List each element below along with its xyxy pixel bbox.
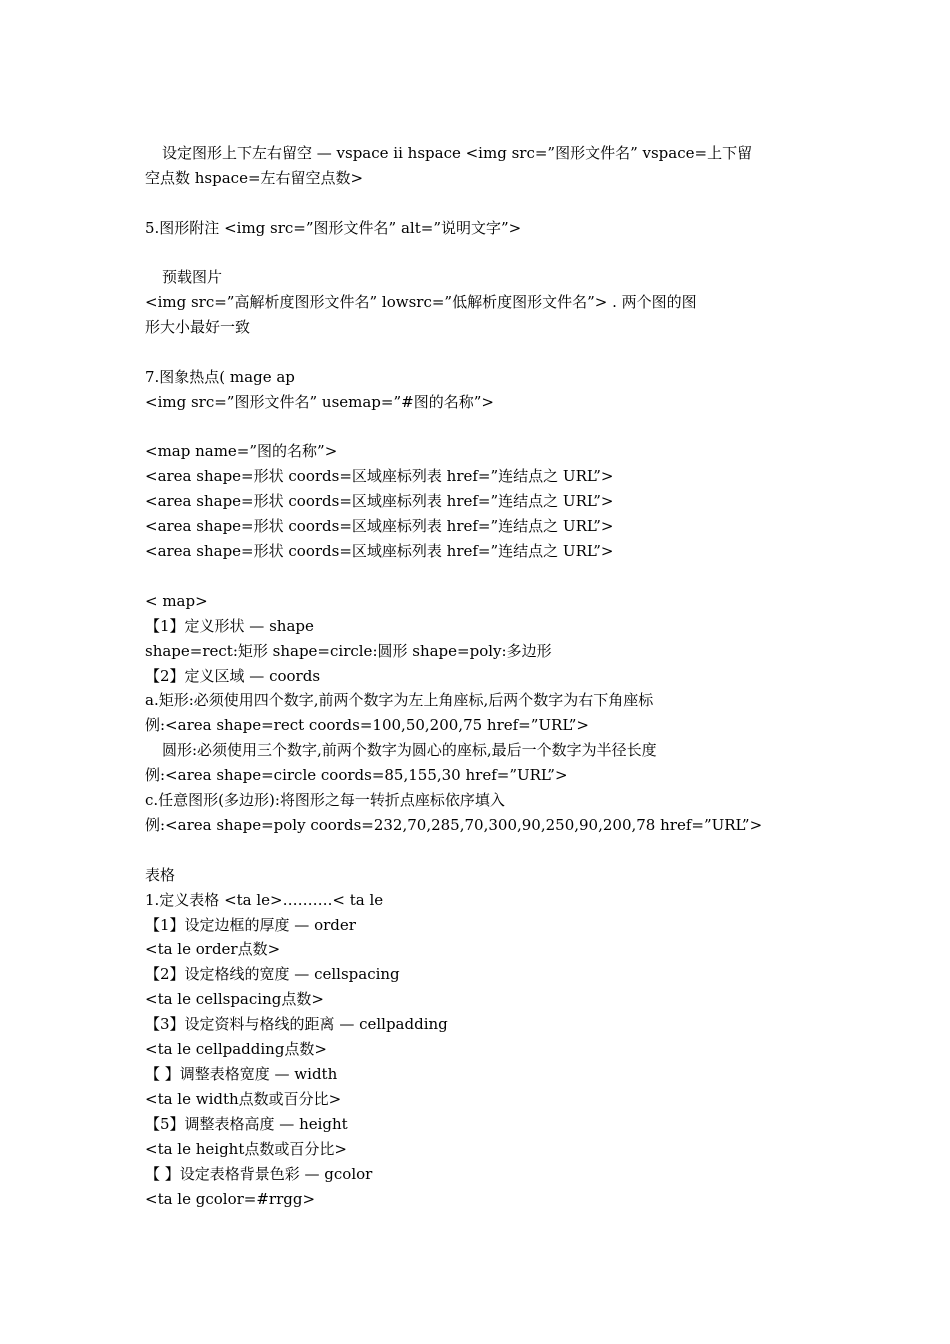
text-line: c.任意图形(多边形):将图形之每一转折点座标依序填入: [145, 791, 505, 809]
text-line: <area shape=形状 coords=区域座标列表 href=”连结点之 URL”>: [145, 492, 614, 510]
text-line: 形大小最好一致: [145, 318, 251, 336]
text-line: 【2】定义区域 — coords: [145, 667, 321, 685]
text-line: a.矩形:必须使用四个数字,前两个数字为左上角座标,后两个数字为右下角座标: [145, 691, 654, 709]
text-line: <ta le width点数或百分比>: [145, 1090, 342, 1108]
text-line: 5.图形附注 <img src=”图形文件名” alt=”说明文字”>: [145, 219, 522, 237]
text-line: 【1】定义形状 — shape: [145, 617, 314, 635]
text-line: <ta le cellspacing点数>: [145, 990, 324, 1008]
text-line: 【 】设定表格背景色彩 — gcolor: [145, 1165, 373, 1183]
text-line: 例:<area shape=circle coords=85,155,30 href=”URL”>: [145, 766, 568, 784]
text-line: 空点数 hspace=左右留空点数>: [145, 169, 364, 187]
text-line: 设定图形上下左右留空 — vspace ii hspace <img src=”图形文件名” vspace=上下留: [162, 144, 753, 162]
text-line: 例:<area shape=poly coords=232,70,285,70,300,90,250,90,200,78 href=”URL”>: [145, 816, 763, 834]
text-line: 【1】设定边框的厚度 — order: [145, 916, 356, 934]
text-line: 7.图象热点( mage ap: [145, 368, 295, 386]
text-line: 【 】调整表格宽度 — width: [145, 1065, 338, 1083]
text-line: <ta le gcolor=#rrgg>: [145, 1190, 316, 1208]
text-line: 【5】调整表格高度 — height: [145, 1115, 348, 1133]
text-line: < map>: [145, 592, 208, 610]
text-line: 【2】设定格线的宽度 — cellspacing: [145, 965, 400, 983]
text-line: <ta le height点数或百分比>: [145, 1140, 347, 1158]
text-line: 1.定义表格 <ta le>……….< ta le: [145, 891, 384, 909]
text-line: 预载图片: [162, 268, 223, 286]
text-line: 【3】设定资料与格线的距离 — cellpadding: [145, 1015, 448, 1033]
text-line: 表格: [145, 866, 176, 884]
text-line: <img src=”图形文件名” usemap=”#图的名称”>: [145, 393, 494, 411]
text-line: <img src=”高解析度图形文件名” lowsrc=”低解析度图形文件名”> . 两个图的图: [145, 293, 697, 311]
text-line: <area shape=形状 coords=区域座标列表 href=”连结点之 URL”>: [145, 542, 614, 560]
text-line: <map name=”图的名称”>: [145, 442, 338, 460]
text-line: <area shape=形状 coords=区域座标列表 href=”连结点之 URL”>: [145, 517, 614, 535]
text-line: 例:<area shape=rect coords=100,50,200,75 href=”URL”>: [145, 716, 589, 734]
text-line: 圆形:必须使用三个数字,前两个数字为圆心的座标,最后一个数字为半径长度: [162, 741, 657, 759]
text-line: <ta le order点数>: [145, 940, 281, 958]
text-line: <ta le cellpadding点数>: [145, 1040, 327, 1058]
text-line: shape=rect:矩形 shape=circle:圆形 shape=poly:多边形: [145, 642, 552, 660]
text-line: <area shape=形状 coords=区域座标列表 href=”连结点之 URL”>: [145, 467, 614, 485]
